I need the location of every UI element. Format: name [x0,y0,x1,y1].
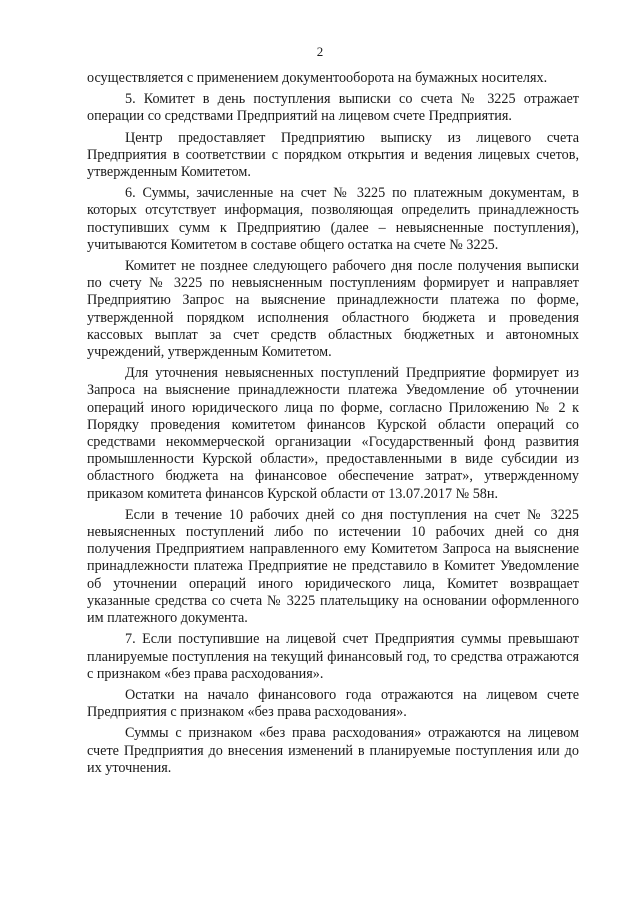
paragraph-item-5: 5. Комитет в день поступления выписки со счета № 3225 отражает операции со средствами Предприятий на лицевом счете Предприятия. [87,91,579,125]
paragraph-center-statement: Центр предоставляет Предприятию выписку из лицевого счета Предприятия в соответствии с порядком открытия и ведения лицевых счетов, утвержденным Комитетом. [87,129,579,181]
paragraph-clarification: Для уточнения невыясненных поступлений Предприятие формирует из Запроса на выяснение принадлежности платежа Уведомление об уточнении операций иного юридического лица по форме, согласно Приложению № 2 к Порядку проведения комитетом финансов Курской области операций со средствами некоммерческой организации «Государственный фонд развития промышленности Курской области», предоставленными в виде субсидии из областного бюджета на финансовое обеспечение затрат», утвержденному приказом комитета финансов Курской области от 13.07.2017 № 58н. [87,365,579,502]
document-body [87,70,579,777]
paragraph-return-funds: Если в течение 10 рабочих дней со дня поступления на счет № 3225 невыясненных поступлений либо по истечении 10 рабочих дней со дня получения Предприятием направленного ему Комитетом Запроса на выяснение принадлежности платежа Предприятие не представило в Комитет Уведомление об уточнении операций иного юридического лица, Комитет возвращает указанные средства со счета № 3225 плательщику на основании оформленного им платежного документа. [87,506,579,627]
paragraph-item-6: 6. Суммы, зачисленные на счет № 3225 по платежным документам, в которых отсутствует информация, позволяющая определить принадлежность поступивших сумм к Предприятию (далее – невыясненные поступления), учитываются Комитетом в составе общего остатка на счете № 3225. [87,185,579,253]
paragraph-continuation: осуществляется с применением документооборота на бумажных носителях. [87,70,548,86]
paragraph-opening-balances: Остатки на начало финансового года отражаются на лицевом счете Предприятия с признаком «без права расходования». [87,686,579,721]
page-number: 2 [316,44,324,59]
paragraph-restricted-sums: Суммы с признаком «без права расходования» отражаются на лицевом счете Предприятия до внесения изменений в планируемые поступления или до их уточнения. [87,725,579,776]
paragraph-request-deadline: Комитет не позднее следующего рабочего дня после получения выписки по счету № 3225 по невыясненным поступлениям формирует и направляет Предприятию Запрос на выяснение принадлежности платежа по форме, утвержденной порядком исполнения областного бюджета и проведения кассовых выплат за счет средств областных бюджетных и автономных учреждений, утвержденным Комитетом. [87,258,579,361]
paragraph-item-7: 7. Если поступившие на лицевой счет Предприятия суммы превышают планируемые поступления на текущий финансовый год, то средства отражаются с признаком «без права расходования». [87,631,579,682]
